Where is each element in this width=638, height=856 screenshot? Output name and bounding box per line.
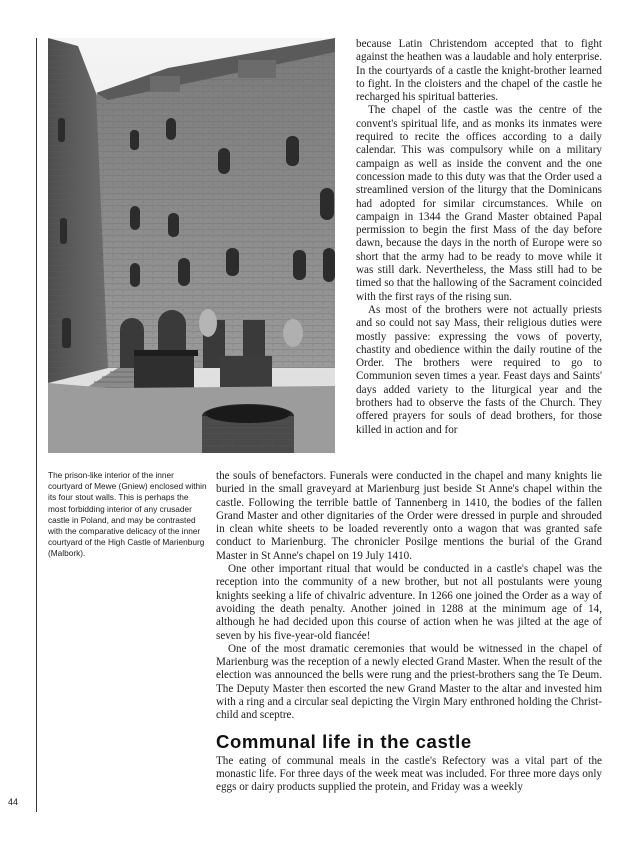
right-text-column	[356, 38, 602, 437]
margin-rule	[36, 38, 37, 812]
paragraph: because Latin Christendom accepted that to fight against the heathen was a laudable and holy enterprise. In the courtyards of a castle the knight-brother learned to fight. In the cloisters and the chapel of the castle he recharged his spiritual batteries.	[356, 38, 602, 104]
section-heading: Communal life in the castle	[216, 730, 472, 752]
paragraph: One other important ritual that would be conducted in a castle's chapel was the reception into the community of a new brother, but not all postulants were young knights seeking a life of chivalric adventure. In 1266 one joined the Order as a way of avoiding the death penalty. Another joined in 1288 at the minimum age of 14, although he had decided upon this course of action when he was jilted at the age of seven by his five-year-old fiancée!	[216, 563, 602, 642]
page-number: 44	[8, 797, 19, 807]
photo-caption: The prison-like interior of the inner courtyard of Mewe (Gniew) enclosed within its four stout walls. This is perhaps the most forbidding interior of any crusader castle in Poland, and may be contrasted with the comparative delicacy of the inner courtyard of the High Castle of Marienburg (Malbork).	[48, 470, 207, 559]
courtyard-photo	[48, 38, 335, 453]
paragraph: The chapel of the castle was the centre of the convent's spiritual life, and as monks its inmates were required to recite the offices according to a daily calendar. This was compulsory while on a military campaign as well as inside the convent and the one concession made to this duty was that the Order used a streamlined version of the liturgy that the Dominicans had adopted for similar circumstances. While on campaign in 1344 the Grand Master obtained Papal permission to begin the first Mass of the day before dawn, because the days in the north of Europe were so short that the army had to be ready to move while it was still dark. Nevertheless, the Mass still had to be timed so that the hallowing of the Sacrament coincided with the first rays of the rising sun.	[356, 104, 602, 303]
paragraph: the souls of benefactors. Funerals were conducted in the chapel and many knights lie buried in the small graveyard at Marienburg just beside St Anne's chapel within the castle. Following the terrible battle of Tannenberg in 1410, the bodies of the fallen Grand Master and other dignitaries of the Order were dressed in purple and shrouded in clean white sheets to be loaded reverently onto a wagon that was granted safe conduct to Marienburg. The chronicler Posilge mentions the burial of the Grand Master in St Anne's chapel on 19 July 1410.	[216, 470, 602, 562]
paragraph: As most of the brothers were not actually priests and so could not say Mass, their religious duties were mostly passive: expressing the vows of poverty, chastity and obedience within the daily routine of the Order. The brothers were required to go to Communion seven times a year. Feast days and Saints' days added variety to the liturgical year and the brothers had to observe the fasts of the Church. They offered prayers for souls of dead brothers, for those killed in action and for	[356, 303, 602, 436]
paragraph: The eating of communal meals in the castle's Refectory was a vital part of the monastic life. For three days of the week meat was included. For three more days only eggs or dairy products supplied the protein, and Friday was a weekly	[216, 754, 602, 794]
full-width-text-column	[216, 470, 602, 795]
paragraph: One of the most dramatic ceremonies that would be witnessed in the chapel of Marienburg was the reception of a newly elected Grand Master. When the result of the election was announced the bells were rung and the priest-brothers sang the Te Deum. The Deputy Master then escorted the new Grand Master to the altar and invested him with a ring and a circular seal depicting the Virgin Mary enthroned holding the Christ-child and sceptre.	[216, 642, 602, 722]
